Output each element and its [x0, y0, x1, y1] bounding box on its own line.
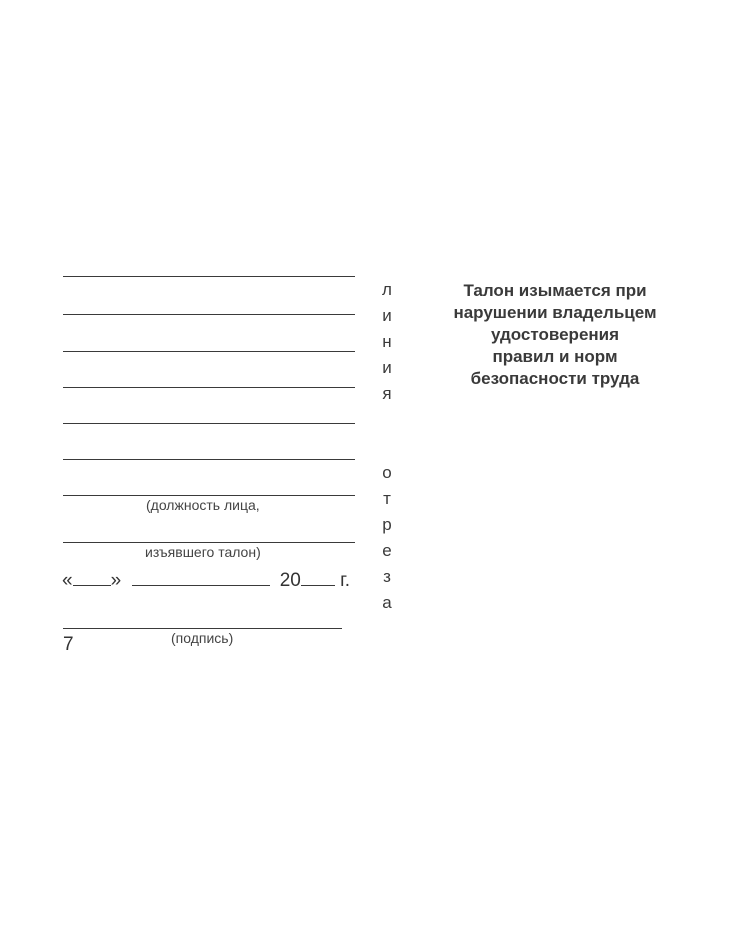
year-blank	[301, 571, 335, 586]
notice-line: нарушении владельцем	[453, 303, 657, 322]
date-row	[62, 570, 350, 592]
cut-line-letter: а	[382, 593, 392, 612]
close-quote: »	[110, 570, 122, 591]
cut-line-letter: я	[382, 384, 392, 403]
notice-line: правил и норм	[492, 347, 618, 366]
signature-line	[63, 628, 342, 629]
blank-line	[63, 314, 355, 315]
notice-line: безопасности труда	[470, 369, 640, 388]
notice-line: Талон изымается при	[463, 281, 647, 300]
cut-line-letter: р	[382, 515, 392, 534]
cut-line-letter: о	[382, 463, 392, 482]
day-blank	[73, 571, 111, 586]
page-number: 7	[63, 634, 74, 655]
blank-line	[63, 542, 355, 543]
year-prefix: 20	[279, 570, 301, 591]
confiscation-notice	[430, 280, 680, 390]
open-quote: «	[62, 570, 73, 591]
cut-line-letter: и	[382, 306, 392, 325]
cut-line-letter: и	[382, 358, 392, 377]
blank-line	[63, 423, 355, 424]
blank-line	[63, 276, 355, 277]
blank-line	[63, 351, 355, 352]
year-suffix: г.	[340, 570, 351, 591]
blank-line	[63, 459, 355, 460]
cut-line-word-otreza	[378, 460, 396, 616]
position-caption: (должность лица,	[146, 497, 260, 513]
cut-line-letter: з	[383, 567, 391, 586]
cut-line-letter: л	[382, 280, 392, 299]
cut-line-letter: н	[382, 332, 392, 351]
blank-line	[63, 387, 355, 388]
signature-caption: (подпись)	[171, 630, 234, 646]
cut-line-letter: е	[382, 541, 392, 560]
cut-line-letter: т	[383, 489, 391, 508]
month-blank	[132, 571, 270, 586]
issuer-caption: изъявшего талон)	[145, 544, 261, 560]
notice-line: удостоверения	[490, 325, 620, 344]
blank-line	[63, 495, 355, 496]
cut-line-word-liniya	[378, 277, 396, 407]
